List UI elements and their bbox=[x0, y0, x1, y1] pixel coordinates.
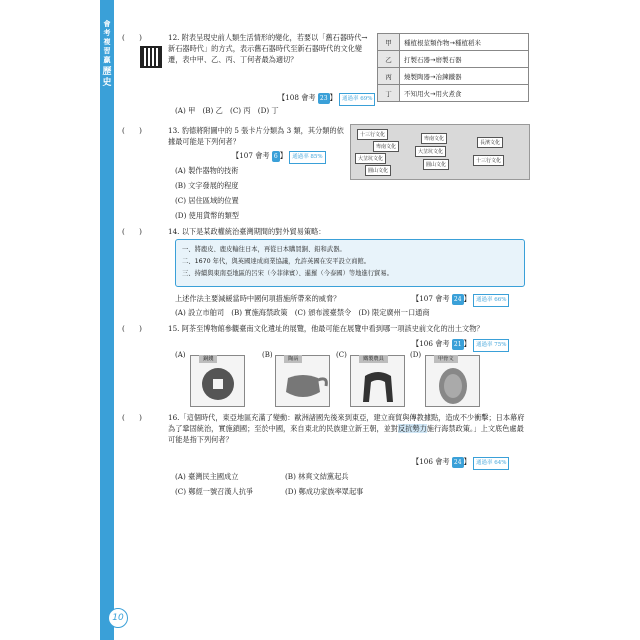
q15-text: 15. 阿茶至博物館參觀臺南文化遺址的展覽，他最可能在展覽中看到哪一項該史前文化的出土文物？ bbox=[168, 324, 484, 333]
q15-option-d-letter: (D) bbox=[410, 351, 422, 359]
q15-answer-paren[interactable]: ( ) bbox=[122, 324, 142, 333]
table-value: 燒製陶器→冶鍊鐵器 bbox=[400, 68, 529, 85]
q16-option-b: (B) 林爽文結黨起兵 bbox=[285, 472, 349, 481]
oracle-bone-icon bbox=[426, 356, 481, 408]
q12-text: 12. 附表呈現史前人類生活情形的變化，若要以「舊石器時代→新石器時代」的方式，表示舊石器時代至新石器時代的文化變遷，表中甲、乙、丙、丁何者最為適切？ bbox=[168, 33, 368, 64]
q14-answer-paren[interactable]: ( ) bbox=[122, 227, 142, 236]
page-number: 10 bbox=[108, 608, 128, 628]
card: 圓山文化 bbox=[365, 165, 391, 176]
q13-option-b: (B) 文字發展的程度 bbox=[175, 181, 239, 190]
q15-option-c-image bbox=[350, 355, 405, 407]
card: 卑南文化 bbox=[421, 133, 447, 144]
q14-text: 14. 以下是某政權統治臺灣期間的對外貿易策略： bbox=[168, 227, 326, 236]
table-key: 乙 bbox=[378, 51, 400, 68]
q12-exam-label: 【108 會考 bbox=[278, 93, 316, 102]
q16-exam: 【106 會考 24 】 通過率 64% bbox=[412, 456, 509, 470]
q16-text bbox=[168, 412, 530, 445]
card: 卑南文化 bbox=[373, 141, 399, 152]
q16-option-c: (C) 鄭經一號召漢人抗爭 bbox=[175, 487, 254, 496]
q13-answer-paren[interactable]: ( ) bbox=[122, 126, 142, 135]
artifact-label: 甲骨文 bbox=[434, 355, 458, 363]
q16-highlight: 反抗勢力 bbox=[398, 424, 427, 433]
side-label-text: 會考複習贏 bbox=[103, 20, 111, 64]
q13-exam-label: 【107 會考 bbox=[232, 151, 270, 160]
card: 大坌坑文化 bbox=[415, 146, 446, 157]
q13-exam: 【107 會考 6 】 通過率 85% bbox=[232, 150, 326, 164]
iron-tool-icon bbox=[351, 356, 406, 408]
coin-icon bbox=[191, 356, 246, 408]
table-value: 打製石器→磨製石器 bbox=[400, 51, 529, 68]
side-tab bbox=[100, 0, 114, 640]
artifact-label: 陶鬲 bbox=[284, 355, 302, 363]
q12-rate: 通過率 69% bbox=[339, 93, 375, 106]
qr-code bbox=[140, 46, 162, 68]
q14-question: 上述作法主要減緩當時中國何項措施所帶來的威脅？ bbox=[175, 294, 341, 303]
card: 十三行文化 bbox=[357, 129, 388, 140]
q15-option-a-letter: (A) bbox=[175, 351, 186, 359]
q15-option-c-letter: (C) bbox=[336, 351, 347, 359]
q13-rate: 通過率 85% bbox=[289, 151, 325, 164]
q14-policy-box bbox=[175, 239, 525, 287]
card: 長濱文化 bbox=[477, 137, 503, 148]
policy-line: 三、持續與東南亞地區的呂宋（今菲律賓）、暹羅（今泰國）等地進行貿易。 bbox=[182, 270, 393, 277]
q14-exam-label: 【107 會考 bbox=[412, 294, 450, 303]
q15-exam: 【106 會考 21 】 通過率 75% bbox=[412, 338, 509, 352]
q16-option-d: (D) 鄭成功家族率眾起事 bbox=[285, 487, 364, 496]
q15-option-d-image bbox=[425, 355, 480, 407]
table-key: 丁 bbox=[378, 85, 400, 102]
table-key: 丙 bbox=[378, 68, 400, 85]
q13-text: 13. 豹德將附圖中的 5 張卡片分類為 3 類，其分類的依據最可能是下列何者？ bbox=[168, 126, 344, 146]
q16-option-a: (A) 臺灣民主國成立 bbox=[175, 472, 239, 481]
q12-options: (A) 甲 (B) 乙 (C) 丙 (D) 丁 bbox=[175, 106, 279, 115]
q13-option-a: (A) 製作器物的技術 bbox=[175, 166, 239, 175]
artifact-label: 銅錢 bbox=[199, 355, 217, 363]
q16-exam-num: 24 bbox=[453, 459, 462, 466]
q14-rate: 通過率 66% bbox=[473, 294, 509, 307]
q14-exam: 【107 會考 24 】 通過率 66% bbox=[412, 293, 509, 307]
q16-exam-label: 【106 會考 bbox=[412, 457, 450, 466]
q15-option-a-image bbox=[190, 355, 245, 407]
q12-table bbox=[377, 33, 529, 102]
artifact-label: 鐵製農具 bbox=[359, 355, 388, 363]
q15-rate: 通過率 75% bbox=[473, 339, 509, 352]
q15-exam-num: 21 bbox=[453, 341, 462, 348]
pottery-icon bbox=[276, 356, 331, 408]
policy-line: 一、將鹿皮、鹿皮輸往日本，再從日本購買銅、鉛和武器。 bbox=[182, 246, 346, 253]
card: 十三行文化 bbox=[473, 155, 504, 166]
q15-exam-label: 【106 會考 bbox=[412, 339, 450, 348]
q15-option-b-image bbox=[275, 355, 330, 407]
subject-label: 歷史 bbox=[102, 67, 112, 88]
q14-exam-num: 24 bbox=[453, 296, 462, 303]
q16-text-post: 施行海禁政策。」上文底色處最可能是指下列何者？ bbox=[168, 424, 524, 444]
q16-text-pre: 16.「這個時代，東亞地區充滿了變動：歐洲諸國先後來到東亞，建立商貿與傳教據點，造成不少衝擊；日本幕府為了鞏固統治，實施鎖國；至於中國，來自東北的民族建立新王朝，並對 bbox=[168, 413, 525, 433]
q16-rate: 通過率 64% bbox=[473, 457, 509, 470]
q12-answer-paren[interactable]: ( ) bbox=[122, 33, 142, 42]
q13-card-figure bbox=[350, 124, 530, 180]
card: 大坌坑文化 bbox=[355, 153, 386, 164]
table-key: 甲 bbox=[378, 34, 400, 51]
q13-option-d: (D) 使用貨幣的類型 bbox=[175, 211, 239, 220]
card: 圓山文化 bbox=[423, 159, 449, 170]
table-value: 種植根莖類作物→種植稻米 bbox=[400, 34, 529, 51]
policy-line: 二、1670 年代，與英國達成商業協議，允許英國在安平設立商館。 bbox=[182, 258, 371, 265]
side-label bbox=[101, 20, 113, 89]
q12-exam-num: 23 bbox=[319, 95, 328, 102]
q13-exam-num: 6 bbox=[273, 153, 278, 160]
q15-option-b-letter: (B) bbox=[262, 351, 273, 359]
q14-options: (A) 設立市舶司 (B) 實施海禁政策 (C) 頒布渡臺禁令 (D) 限定廣州一口通商 bbox=[175, 308, 430, 317]
table-value: 不知用火→用火煮食 bbox=[400, 85, 529, 102]
q12-exam: 【108 會考 23 】 通過率 69% bbox=[278, 92, 375, 106]
q16-answer-paren[interactable]: ( ) bbox=[122, 413, 142, 422]
q13-option-c: (C) 居住區域的位置 bbox=[175, 196, 239, 205]
